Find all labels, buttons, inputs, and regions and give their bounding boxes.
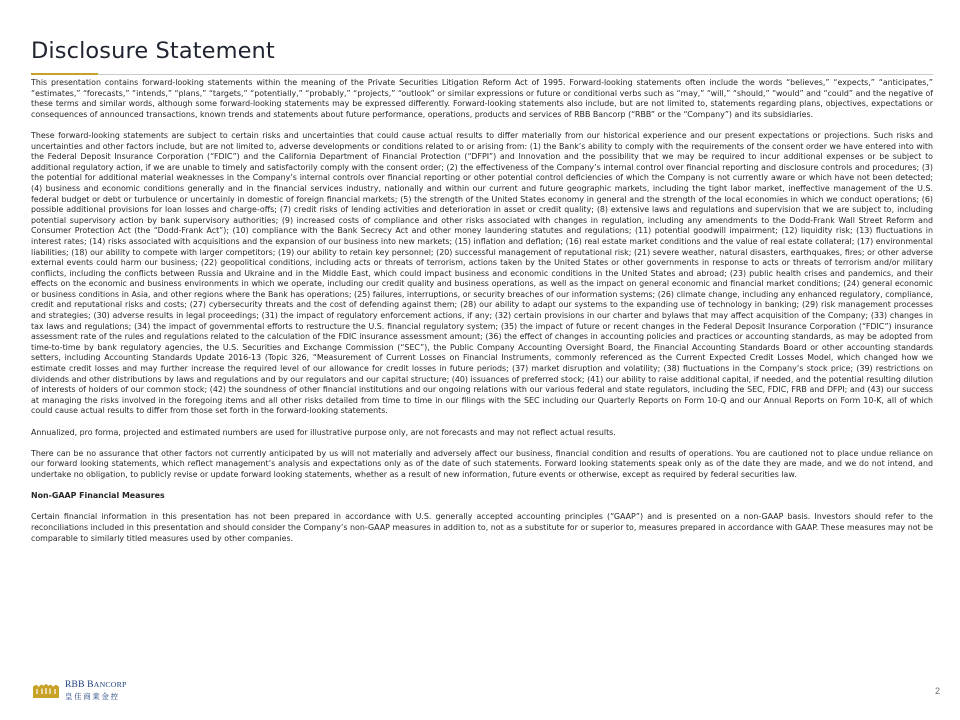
- paragraph-forward-looking-intro: This presentation contains forward-looking statements within the meaning of the Private Securities Litigation Reform Act of 1995. Forward-looking statements often include the words “believes,” “expects,” “anticipates,” “estimates,” “forecasts,” “intends,” “plans,” “targets,” “potentially,” “probably,” “projects,” “outlook” or similar expressions or future or conditional verbs such as “may,” “will,” “should,” “would” and “could” and the negative of these terms and similar words, although some forward-looking statements may be expressed differently. Forward-looking statements also include, but are not limited to, statements regarding plans, objectives, expectations or consequences of announced transactions, known trends and statements about future performance, operations, products and services of RBB Bancorp (“RBB” or the “Company”) and its subsidiaries.: [31, 78, 933, 119]
- page-number: 2: [934, 686, 940, 696]
- company-logo: [31, 680, 171, 700]
- non-gaap-heading: Non-GAAP Financial Measures: [31, 491, 165, 501]
- title-divider-accent: [31, 73, 98, 75]
- logo-name-suffix: ANCORP: [93, 680, 127, 689]
- title-divider: [31, 72, 933, 76]
- disclosure-body: [31, 78, 933, 555]
- paragraph-risk-factors: These forward-looking statements are subject to certain risks and uncertainties that could cause actual results to differ materially from our historical experience and our present expectations or projections. Such risks and uncertainties and other factors include, but are not limited to, adverse developments or conditions related to or arising from: (1) the Bank’s ability to comply with the requirements of the consent order we have entered into with the Federal Deposit Insurance Corporation (“FDIC”) and the California Department of Financial Protection (“DFPI”) and Innovation and the possibility that we may be required to incur additional expenses or be subject to additional regulatory action, if we are unable to timely and satisfactorily comply with the consent order; (2) the effectiveness of the Company’s internal control over financial reporting and disclosure controls and procedures; (3) the potential for additional material weaknesses in the Company’s internal controls over financial reporting or other potential control deficiencies of which the Company is not currently aware or which have not been detected; (4) business and economic conditions generally and in the financial services industry, nationally and within our current and future geographic markets, including the tight labor market, ineffective management of the U.S. federal budget or debt or turbulence or uncertainly in domestic of foreign financial markets; (5) the strength of the United States economy in general and the strength of the local economies in which we conduct operations; (6) possible additional provisions for loan losses and charge-offs; (7) credit risks of lending activities and deterioration in asset or credit quality; (8) extensive laws and regulations and supervision that we are subject to, including potential supervisory action by bank supervisory authorities; (9) increased costs of compliance and other risks associated with changes in regulation, including any amendments to the Dodd-Frank Wall Street Reform and Consumer Protection Act (the “Dodd-Frank Act”); (10) compliance with the Bank Secrecy Act and other money laundering statutes and regulations; (11) potential goodwill impairment; (12) liquidity risk; (13) fluctuations in interest rates; (14) risks associated with acquisitions and the expansion of our business into new markets; (15) inflation and deflation; (16) real estate market conditions and the value of real estate collateral; (17) environmental liabilities; (18) our ability to compete with larger competitors; (19) our ability to retain key personnel; (20) successful management of reputational risk; (21) severe weather, natural disasters, earthquakes, fires; or other adverse external events could harm our business; (22) geopolitical conditions, including acts or threats of terrorism, actions taken by the United States or other governments in response to acts or threats of terrorism and/or military conflicts, including the conflicts between Russia and Ukraine and in the Middle East, which could impact business and economic conditions in the United States and abroad; (23) public health crises and pandemics, and their effects on the economic and business environments in which we operate, including our credit quality and business operations, as well as the impact on general economic and financial market conditions; (24) general economic or business conditions in Asia, and other regions where the Bank has operations; (25) failures, interruptions, or security breaches of our information systems; (26) climate change, including any enhanced regulatory, compliance, credit and reputational risks and costs; (27) cybersecurity threats and the cost of defending against them; (28) our ability to adapt our systems to the expanding use of technology in banking; (29) risk management processes and strategies; (30) adverse results in legal proceedings; (31) the impact of regulatory enforcement actions, if any; (32) certain provisions in our charter and bylaws that may affect acquisition of the Company; (33) changes in tax laws and regulations; (34) the impact of governmental efforts to restructure the U.S. financial regulatory system; (35) the impact of future or recent changes in the Federal Deposit Insurance Corporation (“FDIC”) insurance assessment rate of the rules and regulations related to the calculation of the FDIC insurance assessment amount; (36) the effect of changes in accounting policies and practices or accounting standards, as may be adopted from time-to-time by bank regulatory agencies, the U.S. Securities and Exchange Commission (“SEC”), the Public Company Accounting Oversight Board, the Financial Accounting Standards Board or other accounting standards setters, including Accounting Standards Update 2016-13 (Topic 326, “Measurement of Current Losses on Financial Instruments, commonly referenced as the Current Expected Credit Losses Model, which changed how we estimate credit losses and may further increase the required level of our allowance for credit losses in future periods; (37) market disruption and volatility; (38) fluctuations in the Company’s stock price; (39) restrictions on dividends and other distributions by laws and regulations and by our regulators and our capital structure; (40) issuances of preferred stock; (41) our ability to raise additional capital, if needed, and the potential resulting dilution of interests of holders of our common stock; (42) the soundness of other financial institutions and our ongoing relations with our various federal and state regulators, including the SEC, FDIC, FRB and DFPI; and (43) our success at managing the risks involved in the foregoing items and all other risks detailed from time to time in our filings with the SEC including our Quarterly Reports on Form 10-Q and our Annual Reports on Form 10-K, all of which could cause actual results to differ from those set forth in the forward-looking statements.: [31, 130, 933, 416]
- page-title: Disclosure Statement: [31, 38, 275, 64]
- paragraph-no-assurance: There can be no assurance that other factors not currently anticipated by us will not materially and adversely affect our business, financial condition and results of operations. You are cautioned not to place undue reliance on our forward looking statements, which reflect management’s analysis and expectations only as of the date of such statements. Forward looking statements speak only as of the date they are made, and we do not intend, and undertake no obligation, to publicly revise or update forward looking statements, whether as a result of new information, future events or otherwise, except as required by federal securities law.: [31, 448, 933, 479]
- paragraph-illustrative-numbers: Annualized, pro forma, projected and estimated numbers are used for illustrative purpose only, are not forecasts and may not reflect actual results.: [31, 427, 616, 437]
- logo-chinese-name: 皇佳商業金控: [65, 692, 120, 701]
- paragraph-non-gaap: Certain financial information in this presentation has not been prepared in accordance with U.S. generally accepted accounting principles (“GAAP”) and is presented on a non-GAAP basis. Investors should refer to the reconciliations included in this presentation and should consider the Company’s non-GAAP measures in addition to, not as a substitute for or superior to, measures prepared in accordance with GAAP. These measures may not be comparable to similarly titled measures used by other companies.: [31, 512, 933, 543]
- logo-english-name: [65, 680, 127, 690]
- logo-name-prefix: RBB B: [65, 680, 94, 690]
- crown-icon: [31, 680, 61, 700]
- title-divider-line: [98, 74, 933, 75]
